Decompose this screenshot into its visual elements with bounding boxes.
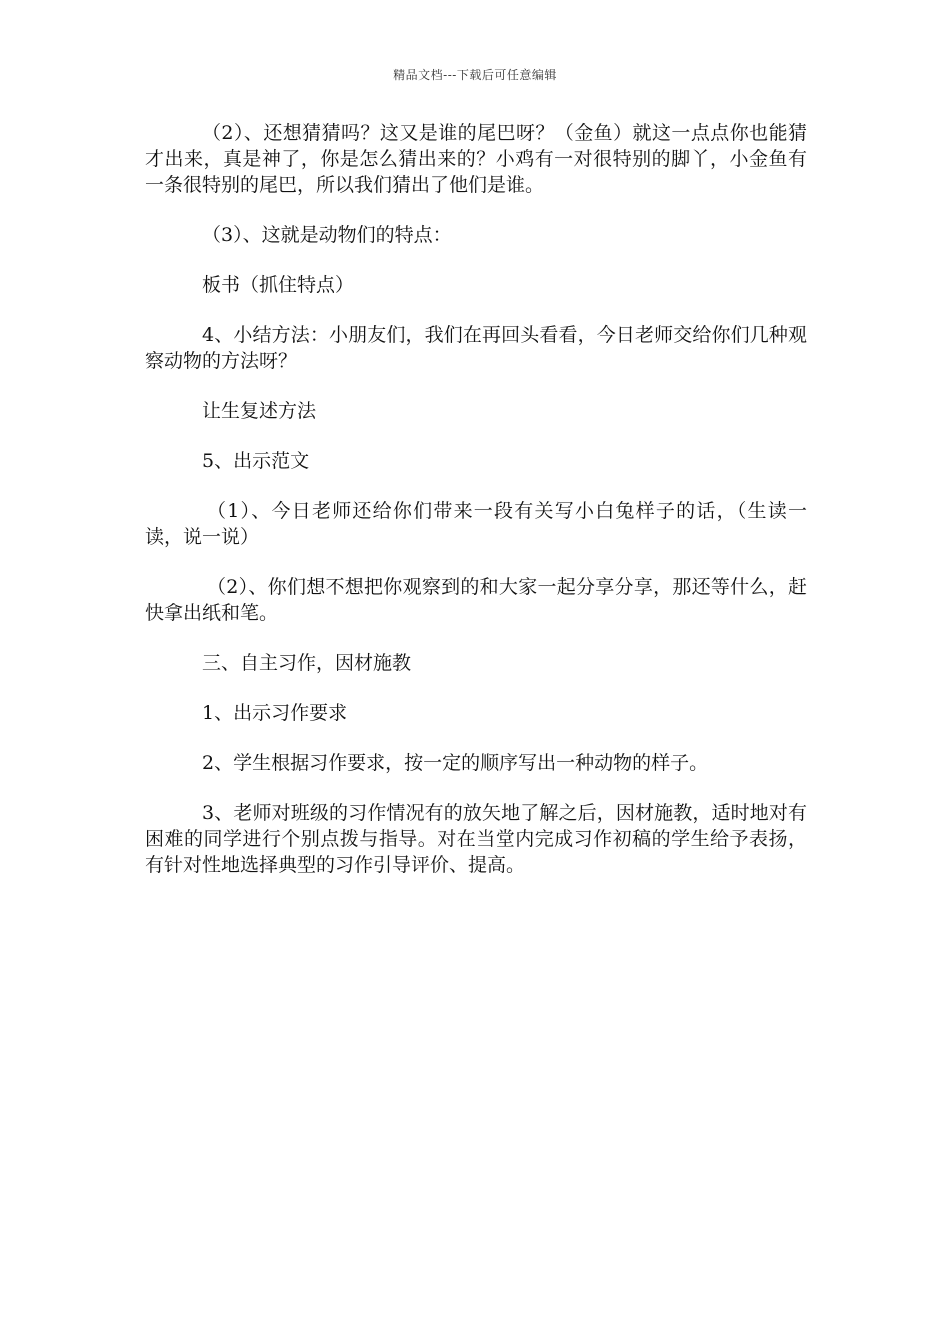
section-heading-independent-writing: 三、自主习作，因材施教 xyxy=(202,652,412,674)
paragraph-share-observation: （2）、你们想不想把你观察到的和大家一起分享分享，那还等什么，赶快拿出纸和笔。 xyxy=(145,576,807,624)
paragraph-sample-rabbit: （1）、今日老师还给你们带来一段有关写小白兔样子的话，（生读一读，说一说） xyxy=(145,500,807,548)
paragraph-writing-requirements: 1、出示习作要求 xyxy=(202,702,348,724)
document-body xyxy=(145,120,807,902)
page-header: 精品文档---下载后可任意编辑 xyxy=(393,68,557,82)
paragraph-teacher-guidance: 3、老师对班级的习作情况有的放矢地了解之后，因材施教，适时地对有困难的同学进行个别点拨与指导。对在当堂内完成习作初稿的学生给予表扬，有针对性地选择典型的习作引导评价、提高。 xyxy=(145,802,807,876)
paragraph-show-sample: 5、出示范文 xyxy=(202,450,310,472)
paragraph-summary-method: 4、小结方法：小朋友们，我们在再回头看看，今日老师交给你们几种观察动物的方法呀？ xyxy=(145,324,807,372)
paragraph-guess-tail: （2）、还想猜猜吗？这又是谁的尾巴呀？（金鱼）就这一点点你也能猜才出来，真是神了，你是怎么猜出来的？小鸡有一对很特别的脚丫，小金鱼有一条很特别的尾巴，所以我们猜出了他们是谁。 xyxy=(145,122,807,196)
paragraph-animal-features: （3）、这就是动物们的特点： xyxy=(202,224,452,246)
paragraph-board-writing: 板书（抓住特点） xyxy=(202,274,355,296)
paragraph-retell-method: 让生复述方法 xyxy=(202,400,317,422)
paragraph-student-writing: 2、学生根据习作要求，按一定的顺序写出一种动物的样子。 xyxy=(202,752,709,774)
